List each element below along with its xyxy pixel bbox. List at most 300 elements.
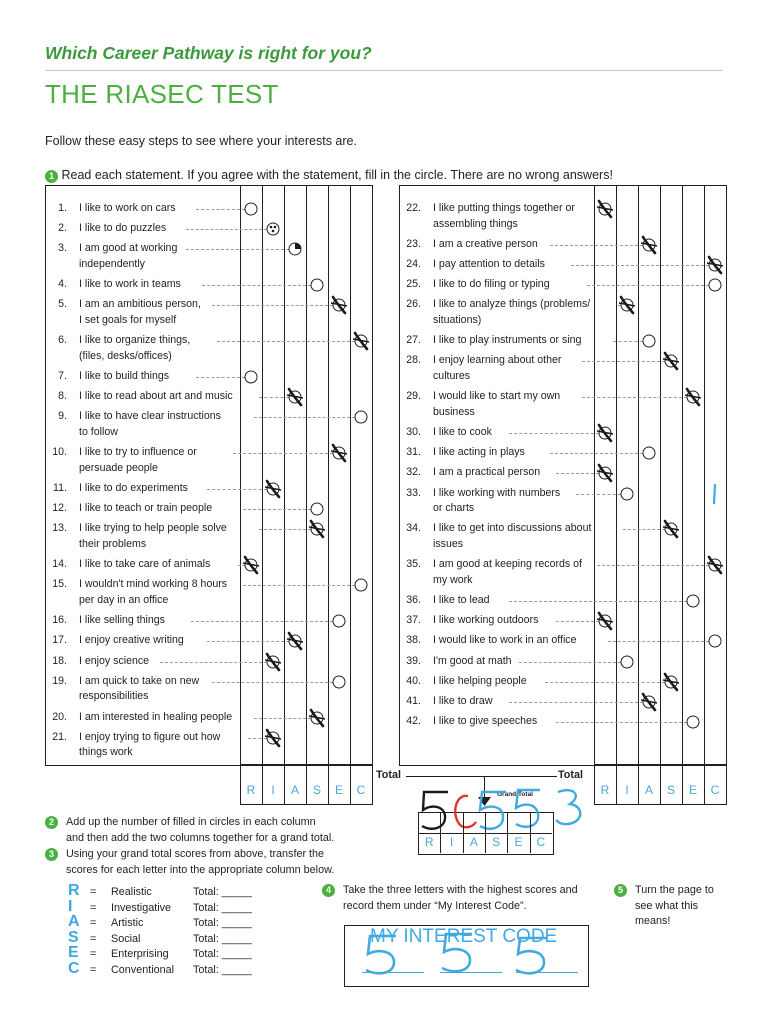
- right-column-letter-a: A: [644, 783, 653, 797]
- left-statement-row: [45, 710, 240, 730]
- step-5-line-3: means!: [635, 915, 671, 927]
- step-1-instruction: [45, 168, 613, 183]
- legend-name-conventional: Conventional: [111, 964, 175, 976]
- right-statement-row: [399, 237, 594, 257]
- right-statement-row: [399, 694, 594, 714]
- right-statement-row: [399, 425, 594, 445]
- left-statement-row: [45, 577, 240, 613]
- left-statement-row: [45, 445, 240, 481]
- statement-text: I like to work in teams: [79, 278, 181, 291]
- handwritten-interest-code: [360, 928, 585, 980]
- right-leader-dash: [550, 245, 643, 246]
- grand-total-letter-i: I: [449, 835, 454, 849]
- left-statement-row: [45, 201, 240, 221]
- left-column-letter-s: S: [312, 783, 321, 797]
- left-answer-circle-21[interactable]: [262, 727, 284, 749]
- grand-total-label: Grand Total: [497, 791, 533, 798]
- right-column-letter-s: S: [666, 783, 675, 797]
- left-statement-row: [45, 481, 240, 501]
- statement-number: 18.: [52, 654, 67, 667]
- right-leader-dash: [519, 662, 621, 663]
- legend-name-enterprising: Enterprising: [111, 948, 169, 961]
- right-leader-dash: [597, 565, 709, 566]
- step-4-number: 4: [322, 884, 335, 897]
- statement-number: 7.: [58, 370, 67, 382]
- statement-text: I like to build things: [79, 370, 170, 382]
- right-answer-circle-37[interactable]: [594, 610, 616, 632]
- left-leader-dash: [186, 249, 289, 250]
- statement-text: I like to do filing or typing: [433, 278, 550, 291]
- statement-text: I like to do experiments: [79, 482, 188, 494]
- step-3-instruction: [45, 847, 334, 878]
- grand-total-row-line: [418, 833, 552, 834]
- statement-text: I like to cook: [433, 426, 492, 438]
- statement-text: I like to read about art and music: [79, 390, 233, 403]
- step-3-line-1: Using your grand total scores from above, transfer the: [66, 848, 325, 860]
- page-subtitle: Which Career Pathway is right for you?: [45, 43, 372, 63]
- statement-number: 1.: [58, 202, 67, 214]
- statement-text: cultures: [433, 369, 471, 382]
- left-leader-dash: [243, 509, 311, 510]
- legend-name-investigative: Investigative: [111, 901, 172, 914]
- right-answer-circle-30[interactable]: [594, 422, 616, 444]
- statement-number: 40.: [406, 674, 421, 687]
- left-leader-dash: [186, 229, 267, 230]
- right-statement-row: [399, 654, 594, 674]
- left-answer-circle-10[interactable]: [328, 442, 350, 464]
- statement-text: I wouldn't mind working 8 hours: [79, 578, 228, 591]
- right-statement-row: [399, 277, 594, 297]
- left-answer-circle-15[interactable]: [350, 574, 372, 596]
- right-leader-dash: [587, 285, 709, 286]
- left-column-line-a: [284, 185, 285, 804]
- left-answer-circle-11[interactable]: [262, 478, 284, 500]
- right-answer-circle-33[interactable]: [616, 483, 638, 505]
- handwritten-margin-mark: [708, 482, 722, 506]
- statement-text: I like putting things together or: [433, 202, 575, 214]
- step-3-number: 3: [45, 848, 58, 861]
- right-column-line-end: [726, 185, 727, 804]
- step-2-line-2: and then add the two columns together for a grand total.: [66, 831, 335, 844]
- left-statement-row: [45, 277, 240, 297]
- statement-text: I like working with numbers: [433, 486, 561, 499]
- statement-number: 33.: [406, 486, 421, 499]
- legend-total-s[interactable]: Total: _____: [193, 932, 252, 945]
- right-column-line-s: [660, 185, 661, 804]
- statement-text: I like to have clear instructions: [79, 410, 221, 423]
- left-answer-circle-17[interactable]: [284, 630, 306, 652]
- left-statement-row: [45, 633, 240, 653]
- left-statement-row: [45, 674, 240, 710]
- step-5-line-2: see what this: [635, 899, 699, 912]
- statement-number: 13.: [52, 522, 67, 535]
- statement-number: 16.: [52, 614, 67, 627]
- left-leader-dash: [254, 718, 311, 719]
- left-column-line-c: [350, 185, 351, 804]
- right-answer-circle-36[interactable]: [682, 590, 704, 612]
- legend-equals: =: [90, 948, 97, 961]
- grand-total-letter-c: C: [536, 835, 546, 849]
- statement-text: or charts: [433, 502, 475, 515]
- right-leader-dash: [556, 621, 599, 622]
- legend-letter-c: C: [68, 960, 80, 977]
- statement-text: I like to analyze things (problems/: [433, 298, 591, 311]
- statement-text: per day in an office: [79, 593, 169, 606]
- statement-number: 4.: [58, 278, 67, 291]
- left-statement-row: [45, 613, 240, 633]
- left-answer-circle-7[interactable]: [240, 366, 262, 388]
- left-statement-row: [45, 409, 240, 445]
- statement-text: assembling things: [433, 217, 518, 230]
- statement-text: I enjoy creative writing: [79, 634, 184, 647]
- statement-text: I like acting in plays: [433, 446, 525, 459]
- right-answer-circle-39[interactable]: [616, 651, 638, 673]
- right-statement-row: [399, 633, 594, 653]
- left-statement-row: [45, 297, 240, 333]
- right-answer-circle-35[interactable]: [704, 554, 726, 576]
- step-2-instruction: [45, 815, 334, 846]
- legend-letter-s: S: [68, 928, 79, 946]
- right-answer-circle-34[interactable]: [660, 518, 682, 540]
- legend-total-i[interactable]: Total: _____: [193, 901, 252, 914]
- right-statement-row: [399, 297, 594, 333]
- statement-number: 31.: [406, 446, 421, 459]
- legend-name-artistic: Artistic: [111, 917, 144, 930]
- statement-number: 29.: [406, 390, 421, 403]
- legend-total-c[interactable]: Total: _____: [193, 964, 252, 976]
- right-answer-circle-27[interactable]: [638, 330, 660, 352]
- right-statement-row: [399, 557, 594, 593]
- right-statement-row: [399, 521, 594, 557]
- grand-total-letter-e: E: [514, 835, 523, 849]
- legend-equals: =: [90, 886, 97, 898]
- left-column-letter-i: I: [271, 783, 275, 797]
- statement-text: independently: [79, 257, 145, 270]
- statement-text: I am good at working: [79, 242, 178, 255]
- statement-number: 32.: [406, 466, 421, 479]
- statement-number: 36.: [406, 594, 421, 606]
- left-leader-dash: [207, 641, 289, 642]
- right-letter-row-bottom: [594, 804, 727, 805]
- left-leader-dash: [233, 453, 333, 454]
- right-letter-row-top: [594, 764, 727, 765]
- left-leader-dash: [254, 417, 355, 418]
- statement-text: I like to draw: [433, 695, 493, 707]
- statement-number: 5.: [58, 298, 67, 311]
- right-answer-circle-38[interactable]: [704, 630, 726, 652]
- right-answer-circle-42[interactable]: [682, 711, 704, 733]
- right-statement-row: [399, 593, 594, 613]
- left-leader-dash: [196, 209, 245, 210]
- statement-number: 20.: [52, 710, 67, 723]
- statement-text: their problems: [79, 537, 147, 550]
- grand-total-letter-a: A: [469, 835, 478, 849]
- step-5-line-1: Turn the page to: [635, 884, 714, 896]
- left-statement-row: [45, 557, 240, 577]
- legend-name-realistic: Realistic: [111, 886, 152, 898]
- left-answer-circle-16[interactable]: [328, 610, 350, 632]
- left-letter-row-top: [240, 764, 373, 765]
- intro-text: Follow these easy steps to see where your interests are.: [45, 134, 357, 148]
- statement-text: persuade people: [79, 461, 158, 474]
- statement-text: my work: [433, 573, 473, 586]
- legend-letter-i: I: [68, 897, 73, 915]
- step-2-line-1: Add up the number of filled in circles in each column: [66, 816, 316, 828]
- statement-text: I am a practical person: [433, 466, 541, 479]
- left-leader-dash: [259, 529, 311, 530]
- statement-number: 19.: [52, 674, 67, 687]
- statement-text: I like to give speeches: [433, 715, 538, 728]
- left-letter-row-bottom: [240, 804, 373, 805]
- statement-number: 25.: [406, 278, 421, 291]
- right-statement-row: [399, 257, 594, 277]
- left-answer-circle-1[interactable]: [240, 198, 262, 220]
- right-answer-circle-24[interactable]: [704, 254, 726, 276]
- statement-text: responsibilities: [79, 690, 149, 703]
- left-answer-circle-19[interactable]: [328, 671, 350, 693]
- statement-text: I like to teach or train people: [79, 502, 213, 515]
- legend-total-r[interactable]: Total: _____: [193, 886, 252, 898]
- left-answer-circle-20[interactable]: [306, 707, 328, 729]
- right-statement-row: [399, 201, 594, 237]
- statement-text: business: [433, 405, 475, 418]
- statement-text: I pay attention to details: [433, 258, 545, 270]
- left-column-letter-r: R: [246, 783, 256, 797]
- left-leader-dash: [160, 662, 267, 663]
- statement-number: 6.: [58, 334, 67, 347]
- grand-total-letter-r: R: [424, 835, 434, 849]
- statement-text: I like to play instruments or sing: [433, 334, 582, 347]
- statement-text: issues: [433, 537, 464, 550]
- right-leader-dash: [545, 682, 665, 683]
- statement-number: 30.: [406, 426, 421, 438]
- statement-number: 37.: [406, 614, 421, 627]
- statement-text: I would like to start my own: [433, 390, 561, 403]
- right-leader-dash: [582, 397, 687, 398]
- statement-number: 42.: [406, 715, 421, 728]
- right-statement-row: [399, 613, 594, 633]
- left-statement-row: [45, 221, 240, 241]
- right-statement-row: [399, 333, 594, 353]
- legend-total-e[interactable]: Total: _____: [193, 948, 252, 961]
- left-answer-circle-13[interactable]: [306, 518, 328, 540]
- statement-text: I enjoy science: [79, 654, 150, 667]
- right-statement-row: [399, 445, 594, 465]
- right-answer-circle-26[interactable]: [616, 294, 638, 316]
- right-leader-dash: [556, 722, 687, 723]
- legend-equals: =: [90, 932, 97, 945]
- statement-number: 21.: [52, 730, 67, 743]
- left-answer-circle-18[interactable]: [262, 651, 284, 673]
- right-column-letter-r: R: [600, 783, 610, 797]
- right-statement-row: [399, 353, 594, 389]
- right-answer-circle-28[interactable]: [660, 350, 682, 372]
- legend-letter-e: E: [68, 944, 79, 962]
- header-divider: [45, 70, 723, 71]
- statement-text: situations): [433, 313, 482, 326]
- statement-number: 41.: [406, 695, 421, 707]
- right-answer-circle-32[interactable]: [594, 462, 616, 484]
- statement-number: 8.: [58, 390, 67, 403]
- left-answer-circle-8[interactable]: [284, 386, 306, 408]
- grand-total-letter-s: S: [492, 835, 501, 849]
- statement-text: I like to organize things,: [79, 334, 191, 347]
- right-leader-dash: [576, 494, 621, 495]
- statement-number: 24.: [406, 258, 421, 270]
- statement-text: I am quick to take on new: [79, 674, 200, 687]
- right-statement-row: [399, 674, 594, 694]
- total-connector-line: [406, 776, 557, 777]
- right-statement-row: [399, 389, 594, 425]
- left-total-label: Total: [376, 769, 401, 781]
- statement-text: I enjoy learning about other: [433, 354, 562, 367]
- right-column-letter-e: E: [688, 783, 697, 797]
- right-statement-row: [399, 465, 594, 485]
- right-answer-circle-25[interactable]: [704, 274, 726, 296]
- step-2-number: 2: [45, 816, 58, 829]
- left-statement-row: [45, 333, 240, 369]
- legend-equals: =: [90, 917, 97, 930]
- statement-number: 34.: [406, 522, 421, 535]
- statement-text: to follow: [79, 425, 118, 438]
- statement-text: I like trying to help people solve: [79, 522, 227, 535]
- left-answer-circle-9[interactable]: [350, 406, 372, 428]
- right-leader-dash: [571, 265, 709, 266]
- left-leader-dash: [217, 341, 355, 342]
- step-3-line-2: scores for each letter into the appropriate column below.: [66, 863, 335, 876]
- statement-text: I enjoy trying to figure out how: [79, 730, 221, 743]
- left-statement-row: [45, 241, 240, 277]
- right-leader-dash: [550, 453, 643, 454]
- statement-text: I like helping people: [433, 674, 527, 687]
- right-leader-dash: [556, 473, 599, 474]
- right-column-letter-i: I: [625, 783, 629, 797]
- left-statement-row: [45, 521, 240, 557]
- left-leader-dash: [191, 621, 333, 622]
- statement-text: I like to work on cars: [79, 202, 176, 214]
- page-title: THE RIASEC TEST: [45, 79, 279, 109]
- right-leader-dash: [509, 601, 687, 602]
- interest-code-label: MY INTEREST CODE: [370, 926, 558, 947]
- statement-text: I like to take care of animals: [79, 558, 211, 571]
- step-4-line-2: record them under “My Interest Code”.: [343, 899, 527, 912]
- right-answer-circle-40[interactable]: [660, 671, 682, 693]
- right-answer-circle-31[interactable]: [638, 442, 660, 464]
- statement-number: 14.: [52, 558, 67, 571]
- left-answer-circle-4[interactable]: [306, 274, 328, 296]
- left-statement-row: [45, 654, 240, 674]
- statement-text: I like to try to influence or: [79, 446, 197, 459]
- step-1-number: 1: [45, 170, 58, 183]
- statement-number: 9.: [58, 410, 67, 423]
- right-total-label: Total: [558, 769, 583, 781]
- legend-equals: =: [90, 901, 97, 914]
- statement-number: 11.: [53, 482, 67, 494]
- right-answer-circle-29[interactable]: [682, 386, 704, 408]
- right-leader-dash: [582, 361, 665, 362]
- left-column-line-r: [240, 185, 241, 804]
- left-column-letter-a: A: [290, 783, 299, 797]
- left-leader-dash: [243, 585, 355, 586]
- right-statement-row: [399, 486, 594, 522]
- step-1-text: Read each statement. If you agree with the statement, fill in the circle. There are no wrong answers!: [61, 168, 613, 182]
- right-answer-circle-22[interactable]: [594, 198, 616, 220]
- statement-number: 22.: [406, 202, 421, 214]
- left-leader-dash: [202, 285, 311, 286]
- right-answer-circle-23[interactable]: [638, 234, 660, 256]
- statement-text: I am interested in healing people: [79, 710, 233, 723]
- left-column-line-e: [328, 185, 329, 804]
- left-answer-circle-2[interactable]: [262, 218, 284, 240]
- statement-text: I like selling things: [79, 614, 165, 627]
- statement-number: 3.: [58, 242, 67, 255]
- legend-letter-a: A: [68, 913, 80, 931]
- legend-equals: =: [90, 964, 97, 976]
- statement-number: 26.: [406, 298, 421, 311]
- left-statement-row: [45, 501, 240, 521]
- statement-text: I like working outdoors: [433, 614, 539, 627]
- legend-letter-r: R: [68, 882, 80, 899]
- left-column-letter-e: E: [334, 783, 343, 797]
- statement-number: 35.: [406, 558, 421, 571]
- left-statement-row: [45, 369, 240, 389]
- statement-text: things work: [79, 746, 133, 759]
- step-4-instruction: [322, 883, 578, 914]
- statement-number: 38.: [406, 634, 421, 647]
- left-answer-circle-14[interactable]: [240, 554, 262, 576]
- statement-text: I am an ambitious person,: [79, 298, 201, 311]
- left-column-letter-c: C: [356, 783, 366, 797]
- left-leader-dash: [212, 682, 333, 683]
- legend-name-social: Social: [111, 932, 141, 945]
- left-statement-row: [45, 389, 240, 409]
- statement-number: 10.: [52, 446, 67, 459]
- statement-number: 27.: [406, 334, 421, 347]
- left-answer-circle-3[interactable]: [284, 238, 306, 260]
- left-column-line-end: [372, 185, 373, 804]
- right-column-letter-c: C: [710, 783, 720, 797]
- statement-text: I like to lead: [433, 594, 490, 606]
- statement-text: I like to get into discussions about: [433, 522, 592, 535]
- statement-number: 28.: [406, 354, 421, 367]
- left-leader-dash: [196, 377, 245, 378]
- step-5-number: 5: [614, 884, 627, 897]
- left-leader-dash: [207, 489, 267, 490]
- statement-number: 23.: [406, 237, 421, 250]
- right-leader-dash: [608, 641, 709, 642]
- step-5-instruction: [614, 883, 714, 930]
- statement-number: 12.: [52, 502, 67, 515]
- statement-number: 17.: [52, 634, 67, 647]
- right-answer-circle-41[interactable]: [638, 691, 660, 713]
- statement-text: I like to do puzzles: [79, 222, 167, 235]
- statement-text: I set goals for myself: [79, 313, 177, 326]
- statement-text: I would like to work in an office: [433, 634, 577, 647]
- left-leader-dash: [212, 305, 333, 306]
- statement-text: I am good at keeping records of: [433, 558, 582, 571]
- legend-total-a[interactable]: Total: _____: [193, 917, 252, 930]
- statement-text: (files, desks/offices): [79, 349, 172, 362]
- left-statement-row: [45, 730, 240, 766]
- statement-number: 15.: [52, 578, 67, 591]
- right-leader-dash: [509, 702, 643, 703]
- right-leader-dash: [509, 433, 599, 434]
- left-answer-circle-5[interactable]: [328, 294, 350, 316]
- left-answer-circle-12[interactable]: [306, 498, 328, 520]
- statement-text: I am a creative person: [433, 237, 538, 250]
- right-statement-row: [399, 714, 594, 734]
- left-answer-circle-6[interactable]: [350, 330, 372, 352]
